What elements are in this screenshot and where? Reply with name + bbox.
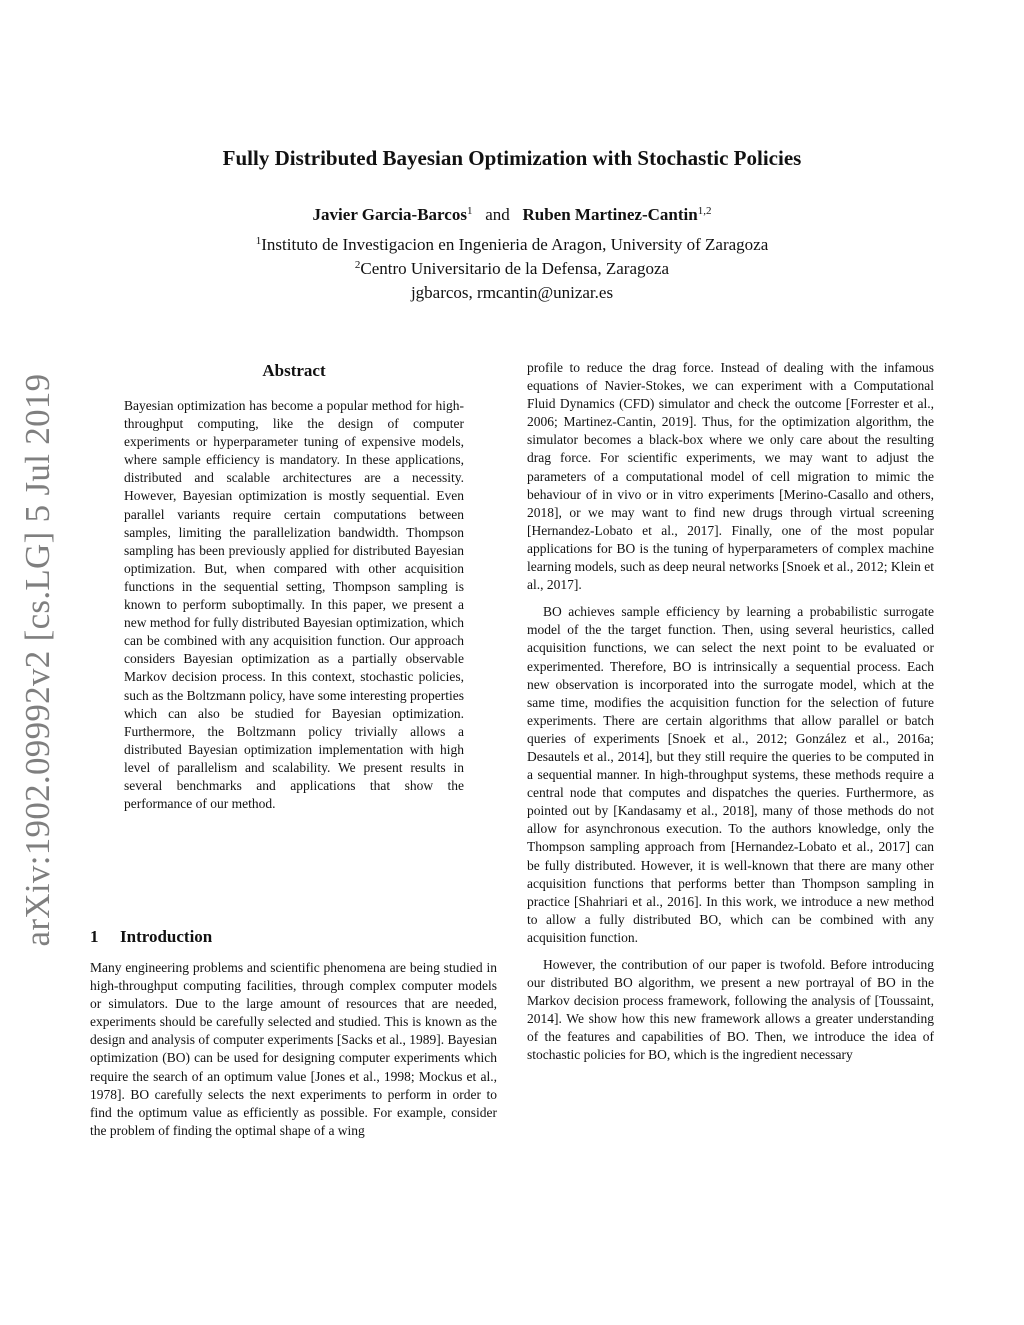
author-emails: jgbarcos, rmcantin@unizar.es bbox=[410, 283, 614, 302]
affiliation-2-mark: 2 bbox=[354, 259, 361, 271]
intro-paragraph-1: Many engineering problems and scientific phenomena are being studied in high-throughput computing facilities, through complex computer models or simulators. Due to the large amount of resources that are needed, experiments should be carefully selected and studied. This is known as the design and analysis of computer experiments [Sacks et al., 1989]. Bayesian optimization (BO) can be used for designing computer experiments which require the search of an optimum value [Jones et al., 1998; Mockus et al., 1978]. BO carefully selects the next experiments to perform in order to find the optimum value as efficiently as possible. For example, consider the problem of finding the optimal shape of a wing bbox=[90, 960, 497, 1138]
paper-title: Fully Distributed Bayesian Optimization with Stochastic Policies bbox=[222, 146, 802, 170]
intro-paragraph-3: However, the contribution of our paper is twofold. Before introducing our distributed BO algorithm, we present a new portrayal of BO in the Markov decision process framework, following the analysis of [Toussaint, 2014]. We show how this new framework allows a greater understanding of the features and capabilities of BO. Then, we introduce the idea of stochastic policies for BO, which is the ingredient necessary bbox=[527, 957, 934, 1063]
intro-paragraph-1-continued: profile to reduce the drag force. Instead of dealing with the infamous equations of Navier-Stokes, we can experiment with a Computational Fluid Dynamics (CFD) simulator and check the outcome [Forrester et al., 2006; Martinez-Cantin, 2019]. Thus, for the optimization algorithm, the simulator becomes a black-box where we only care about the resulting drag force. For scientific experiments, we may want to adjust the parameters of a computational model of cell migration to mimic the behaviour of in vivo or in vitro experiments [Merino-Casallo and others, 2018], or we may want to find new drugs through virtual screening [Hernandez-Lobato et al., 2017]. Finally, one of the most popular applications for BO is the tuning of hyperparameters of complex machine learning models, such as deep neural networks [Snoek et al., 2012; Klein et al., 2017]. bbox=[527, 360, 934, 593]
abstract-heading: Abstract bbox=[262, 361, 326, 380]
section-heading-introduction bbox=[90, 927, 510, 947]
intro-right-column bbox=[527, 359, 934, 1065]
abstract-body: Bayesian optimization has become a popular method for high-throughput computing, like the design of computer experiments or hyperparameter tuning of expensive models, where sample efficiency is mandatory. In these applications, distributed and scalable architectures are a necessity. However, Bayesian optimization is mostly sequential. Even parallel variants require certain computations between samples, limiting the parallelization bandwidth. Thompson sampling has been previously applied for distributed Bayesian optimization. But, when compared with other acquisition functions in the sequential setting, Thompson sampling is known to perform suboptimally. In this paper, we present a new method for fully distributed Bayesian optimization, which can be combined with any acquisition function. Our approach considers Bayesian optimization as a partially observable Markov decision process. In this context, stochastic policies, such as the Boltzmann policy, have some interesting properties which can also be studied for Bayesian optimization. Furthermore, the Boltzmann policy trivially allows a distributed Bayesian optimization implementation with high level of parallelism and scalability. We present results in several benchmarks and applications that show the performance of our method. bbox=[124, 398, 464, 812]
author-1-name: Javier Garcia-Barcos bbox=[312, 205, 467, 224]
affiliation-1 bbox=[0, 235, 1024, 255]
affiliation-2-text: Centro Universitario de la Defensa, Zaragoza bbox=[360, 259, 670, 278]
affiliation-2 bbox=[0, 259, 1024, 279]
section-number: 1 bbox=[90, 927, 99, 946]
author-2-name: Ruben Martinez-Cantin bbox=[522, 205, 698, 224]
author-2-affiliation-mark: 1,2 bbox=[697, 205, 712, 217]
arxiv-watermark: arXiv:1902.09992v2 [cs.LG] 5 Jul 2019 bbox=[18, 373, 57, 947]
intro-left-column bbox=[90, 959, 497, 1140]
section-title: Introduction bbox=[120, 927, 213, 946]
author-conjunction: and bbox=[485, 205, 510, 224]
affiliation-1-mark: 1 bbox=[255, 235, 262, 247]
affiliation-1-text: Instituto de Investigacion en Ingenieria de Aragon, University of Zaragoza bbox=[261, 235, 769, 254]
author-1-affiliation-mark: 1 bbox=[466, 205, 473, 217]
author-line bbox=[0, 205, 1024, 225]
intro-paragraph-2: BO achieves sample efficiency by learning a probabilistic surrogate model of the the target function. Then, using several heuristics, called acquisition functions, we can select the next point to be evaluated or experimented. Therefore, BO is intrinsically a sequential process. Each new observation is incorporated into the surrogate model, which at the same time, modifies the acquisition function for the selection of future experiments. There are certain algorithms that allow parallel or batch queries of experiments [Snoek et al., 2012; González et al., 2016a; Desautels et al., 2014], but they still require the queries to be computed in a sequential manner. In high-throughput systems, these methods require a central node that computes and dispatches the queries. Furthermore, as pointed out by [Kandasamy et al., 2018], many of those methods do not allow for asynchronous execution. To the authors knowledge, only the Thompson sampling approach from [Hernandez-Lobato et al., 2017] can be fully distributed. However, it is well-known that there are many other acquisition functions that performs better than Thompson sampling in practice [Shahriari et al., 2016]. In this work, we introduce a new method to allow a fully distributed BO, which can be combined with any acquisition function. bbox=[527, 604, 934, 945]
